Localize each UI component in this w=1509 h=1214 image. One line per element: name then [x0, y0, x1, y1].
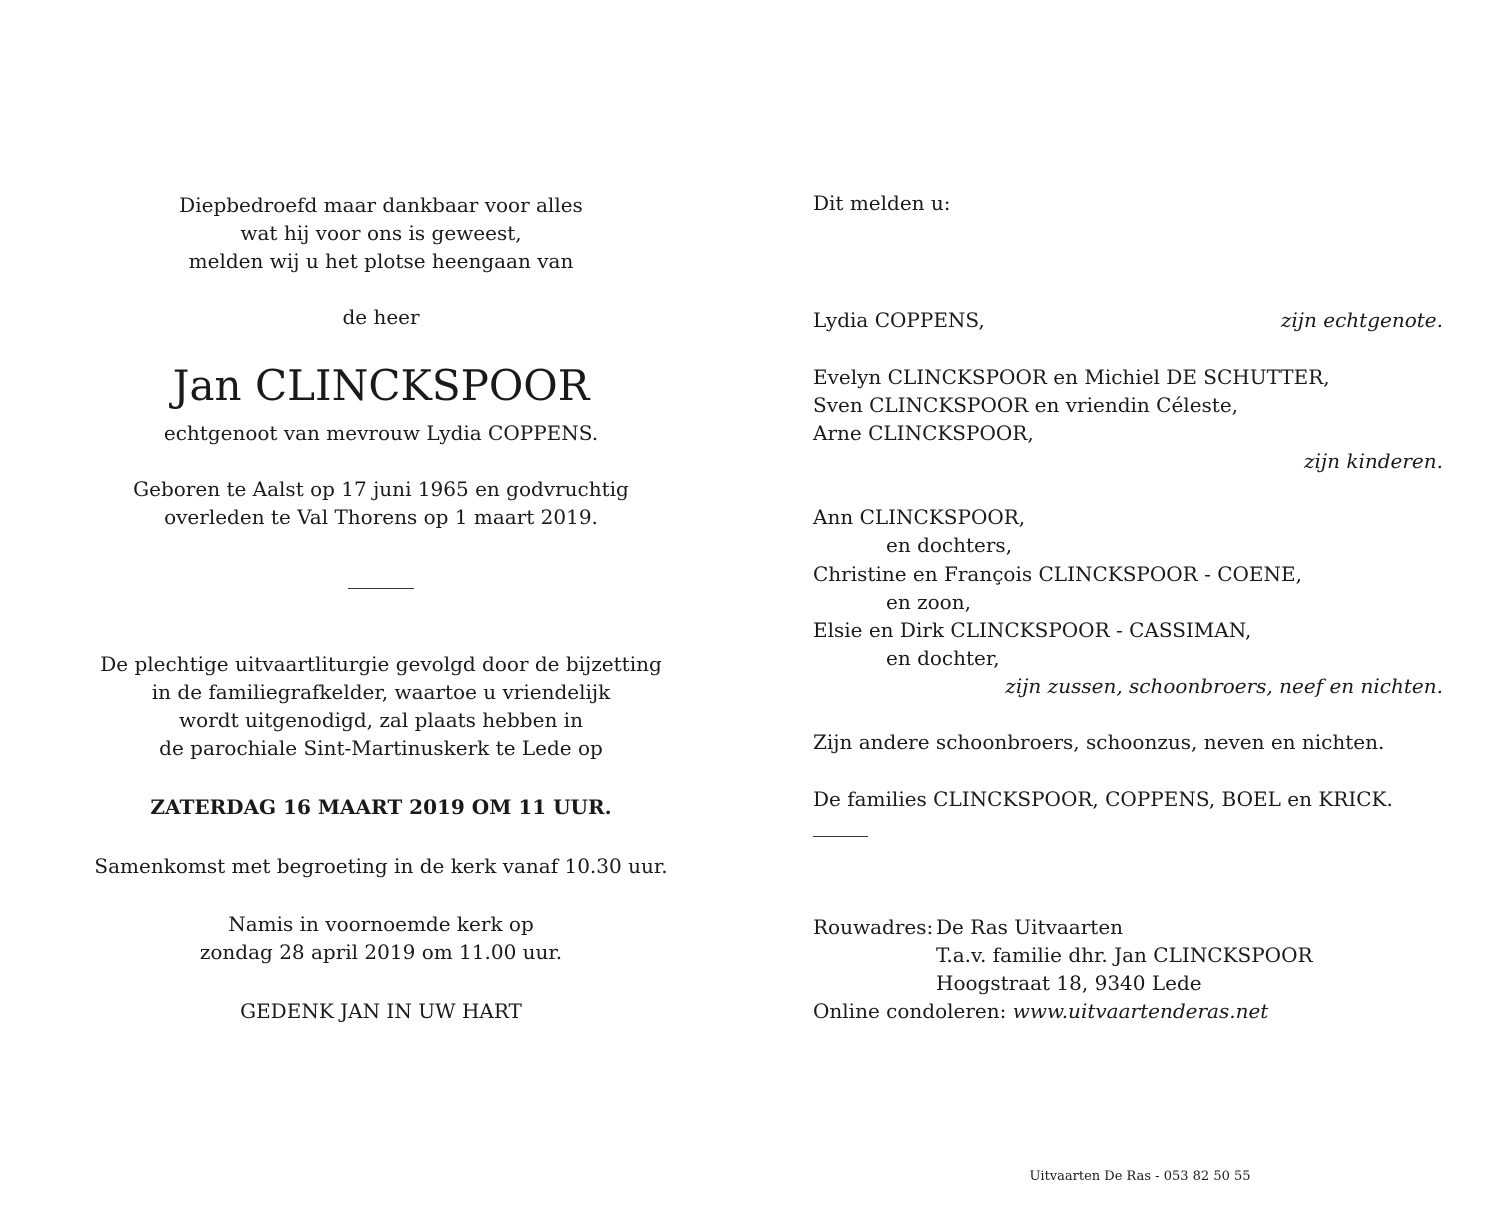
siblings-role: zijn zussen, schoonbroers, neef en nichten. [1005, 674, 1443, 698]
ceremony-date: ZATERDAG 16 MAART 2019 OM 11 UUR. [150, 795, 612, 819]
online-label: Online condoleren: [813, 999, 1007, 1023]
other-relatives: Zijn andere schoonbroers, schoonzus, neven en nichten. [813, 730, 1385, 754]
address-line-2: T.a.v. familie dhr. Jan CLINCKSPOOR [936, 943, 1313, 967]
families-line: De families CLINCKSPOOR, COPPENS, BOEL en KRICK. [813, 787, 1393, 811]
closing-line: GEDENK JAN IN UW HART [240, 999, 522, 1023]
sibling-3: Elsie en Dirk CLINCKSPOOR - CASSIMAN, [813, 618, 1252, 642]
spouse-name: Lydia COPPENS, [813, 308, 985, 332]
child-1: Evelyn CLINCKSPOOR en Michiel DE SCHUTTER, [813, 365, 1330, 389]
intro-line-2: wat hij voor ons is geweest, [240, 221, 522, 245]
deceased-last-name: CLINCKSPOOR [254, 361, 590, 410]
intro-line-3: melden wij u het plotse heengaan van [188, 249, 574, 273]
sibling-3-children: en dochter, [886, 646, 1000, 670]
address-line-3: Hoogstraat 18, 9340 Lede [936, 971, 1202, 995]
mass-line-2: zondag 28 april 2019 om 11.00 uur. [199, 940, 563, 964]
deceased-first-name: Jan [172, 361, 242, 410]
honorific: de heer [342, 305, 420, 329]
mass-line-1: Namis in voornoemde kerk op [228, 912, 534, 936]
birth-death-line-2: overleden te Val Thorens op 1 maart 2019. [164, 505, 598, 529]
child-2: Sven CLINCKSPOOR en vriendin Céleste, [813, 393, 1239, 417]
liturgy-line-4: de parochiale Sint-Martinuskerk te Lede op [159, 736, 603, 760]
sibling-1: Ann CLINCKSPOOR, [813, 505, 1026, 529]
liturgy-line-3: wordt uitgenodigd, zal plaats hebben in [179, 708, 583, 732]
online-condolence [813, 1001, 1268, 1021]
left-divider [348, 588, 414, 589]
announcement-heading: Dit melden u: [813, 191, 951, 215]
sibling-1-children: en dochters, [886, 533, 1013, 557]
right-divider [813, 836, 868, 837]
children-role: zijn kinderen. [1303, 449, 1443, 473]
child-3: Arne CLINCKSPOOR, [813, 421, 1034, 445]
deceased-name [172, 361, 590, 410]
gathering-line: Samenkomst met begroeting in de kerk vanaf 10.30 uur. [94, 854, 668, 878]
online-url[interactable]: www.uitvaartenderas.net [1012, 999, 1269, 1023]
address-label: Rouwadres: [813, 915, 934, 939]
liturgy-line-1: De plechtige uitvaartliturgie gevolgd door de bijzetting [100, 652, 662, 676]
intro-line-1: Diepbedroefd maar dankbaar voor alles [179, 193, 583, 217]
address-line-1: De Ras Uitvaarten [936, 915, 1124, 939]
sibling-2: Christine en François CLINCKSPOOR - COENE, [813, 562, 1302, 586]
sibling-2-children: en zoon, [886, 590, 971, 614]
spouse-role: zijn echtgenote. [1280, 308, 1443, 332]
liturgy-line-2: in de familiegrafkelder, waartoe u vriendelijk [151, 680, 611, 704]
spouse-line: echtgenoot van mevrouw Lydia COPPENS. [163, 421, 599, 445]
footer-contact: Uitvaarten De Ras - 053 82 50 55 [1029, 1169, 1251, 1184]
birth-death-line-1: Geboren te Aalst op 17 juni 1965 en godvruchtig [133, 477, 629, 501]
